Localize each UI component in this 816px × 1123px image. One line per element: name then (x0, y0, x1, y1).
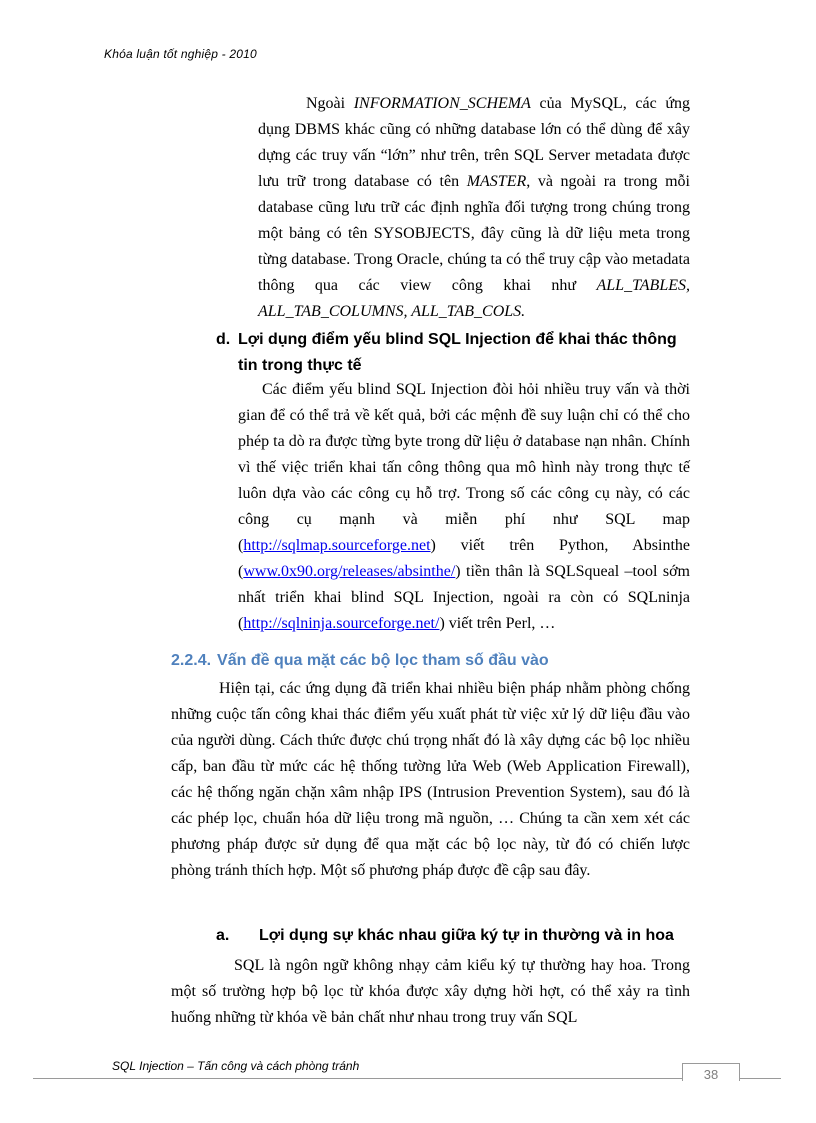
text: , và ngoài ra trong mỗi database cũng lưu trữ các định nghĩa đối tượng trong chúng trong một bảng có tên SYSOBJECTS, đây cũng là dữ liệu meta trong từng database. Trong Oracle, chúng ta có thể truy cập vào metadata thông qua các view công khai như (258, 173, 690, 294)
link-sqlninja[interactable]: http://sqlninja.sourceforge.net/ (243, 615, 440, 632)
link-absinthe[interactable]: www.0x90.org/releases/absinthe/ (243, 563, 456, 580)
section-heading-2-2-4 (171, 652, 549, 670)
heading-line: tin trong thực tế (238, 357, 362, 374)
link-sqlmap[interactable]: http://sqlmap.sourceforge.net (243, 537, 431, 554)
section-heading-a (216, 927, 674, 945)
running-footer: SQL Injection – Tấn công và cách phòng tránh (112, 1059, 360, 1073)
section-heading-d (216, 327, 696, 379)
text: của MySQL, các ứng dụng DBMS khác cũng có những database lớn có thể dùng để xây dựng các truy vấn “lớn” như trên, trên SQL Server metadata được lưu trữ trong database có tên (258, 95, 690, 190)
footer-rule (33, 1078, 781, 1079)
italic-term: INFORMATION_SCHEMA (353, 95, 531, 112)
paragraph-filter-bypass-intro: Hiện tại, các ứng dụng đã triển khai nhiều biện pháp nhằm phòng chống những cuộc tấn công khai thác điểm yếu xuất phát từ việc xử lý dữ liệu đầu vào của người dùng. Cách thức được chú trọng nhất đó là xây dựng các bộ lọc nhiều cấp, ban đầu từ mức các hệ thống tường lửa Web (Web Application Firewall), các hệ thống ngăn chặn xâm nhập IPS (Intrusion Prevention System), sau đó là các phép lọc, chuẩn hóa dữ liệu trong mã nguồn, … Chúng ta cần xem xét các phương pháp được sử dụng để qua mặt các bộ lọc này, từ đó có chiến lược phòng tránh thích hợp. Một số phương pháp được đề cập sau đây. (171, 680, 690, 879)
running-header: Khóa luận tốt nghiệp - 2010 (104, 47, 257, 61)
section-title: Vấn đề qua mặt các bộ lọc tham số đầu vào (217, 652, 549, 669)
paragraph-case-sensitivity: SQL là ngôn ngữ không nhạy cảm kiểu ký tự thường hay hoa. Trong một số trường hợp bộ lọc từ khóa được xây dựng hời hợt, có thể xảy ra tình huống những từ khóa về bản chất như nhau trong truy vấn SQL (171, 957, 690, 1026)
section-number: 2.2.4. (171, 652, 212, 669)
paragraph-blind-sqli-tools (238, 377, 690, 637)
text: Ngoài (306, 95, 354, 112)
text: Các điểm yếu blind SQL Injection đòi hỏi nhiều truy vấn và thời gian để có thể trả về kết quả, bởi các mệnh đề suy luận chỉ có thể cho phép ta dò ra được từng byte trong dữ liệu ở database nạn nhân. Chính vì thế việc triển khai tấn công thông qua mô hình này trong thực tế luôn dựa vào các công cụ hỗ trợ. Trong số các công cụ này, có các công cụ mạnh và miễn phí như SQL map ( (238, 381, 690, 554)
heading-line: Lợi dụng điểm yếu blind SQL Injection để khai thác thông (238, 331, 677, 348)
text: ) viết trên Python, Absinthe ( (238, 537, 690, 580)
heading-title: Lợi dụng sự khác nhau giữa ký tự in thường và in hoa (259, 927, 674, 944)
text: ) tiền thân là SQLSqueal –tool sớm nhất triển khai blind SQL Injection, ngoài ra còn có SQLninja ( (238, 563, 690, 632)
paragraph-information-schema (258, 91, 690, 325)
list-marker: d. (216, 331, 231, 348)
page-number: 38 (682, 1063, 740, 1081)
text: ) viết trên Perl, … (439, 615, 556, 632)
list-marker: a. (216, 927, 230, 944)
italic-term: ALL_TABLES, ALL_TAB_COLUMNS, ALL_TAB_COLS. (258, 277, 690, 320)
italic-term: MASTER (466, 173, 527, 190)
